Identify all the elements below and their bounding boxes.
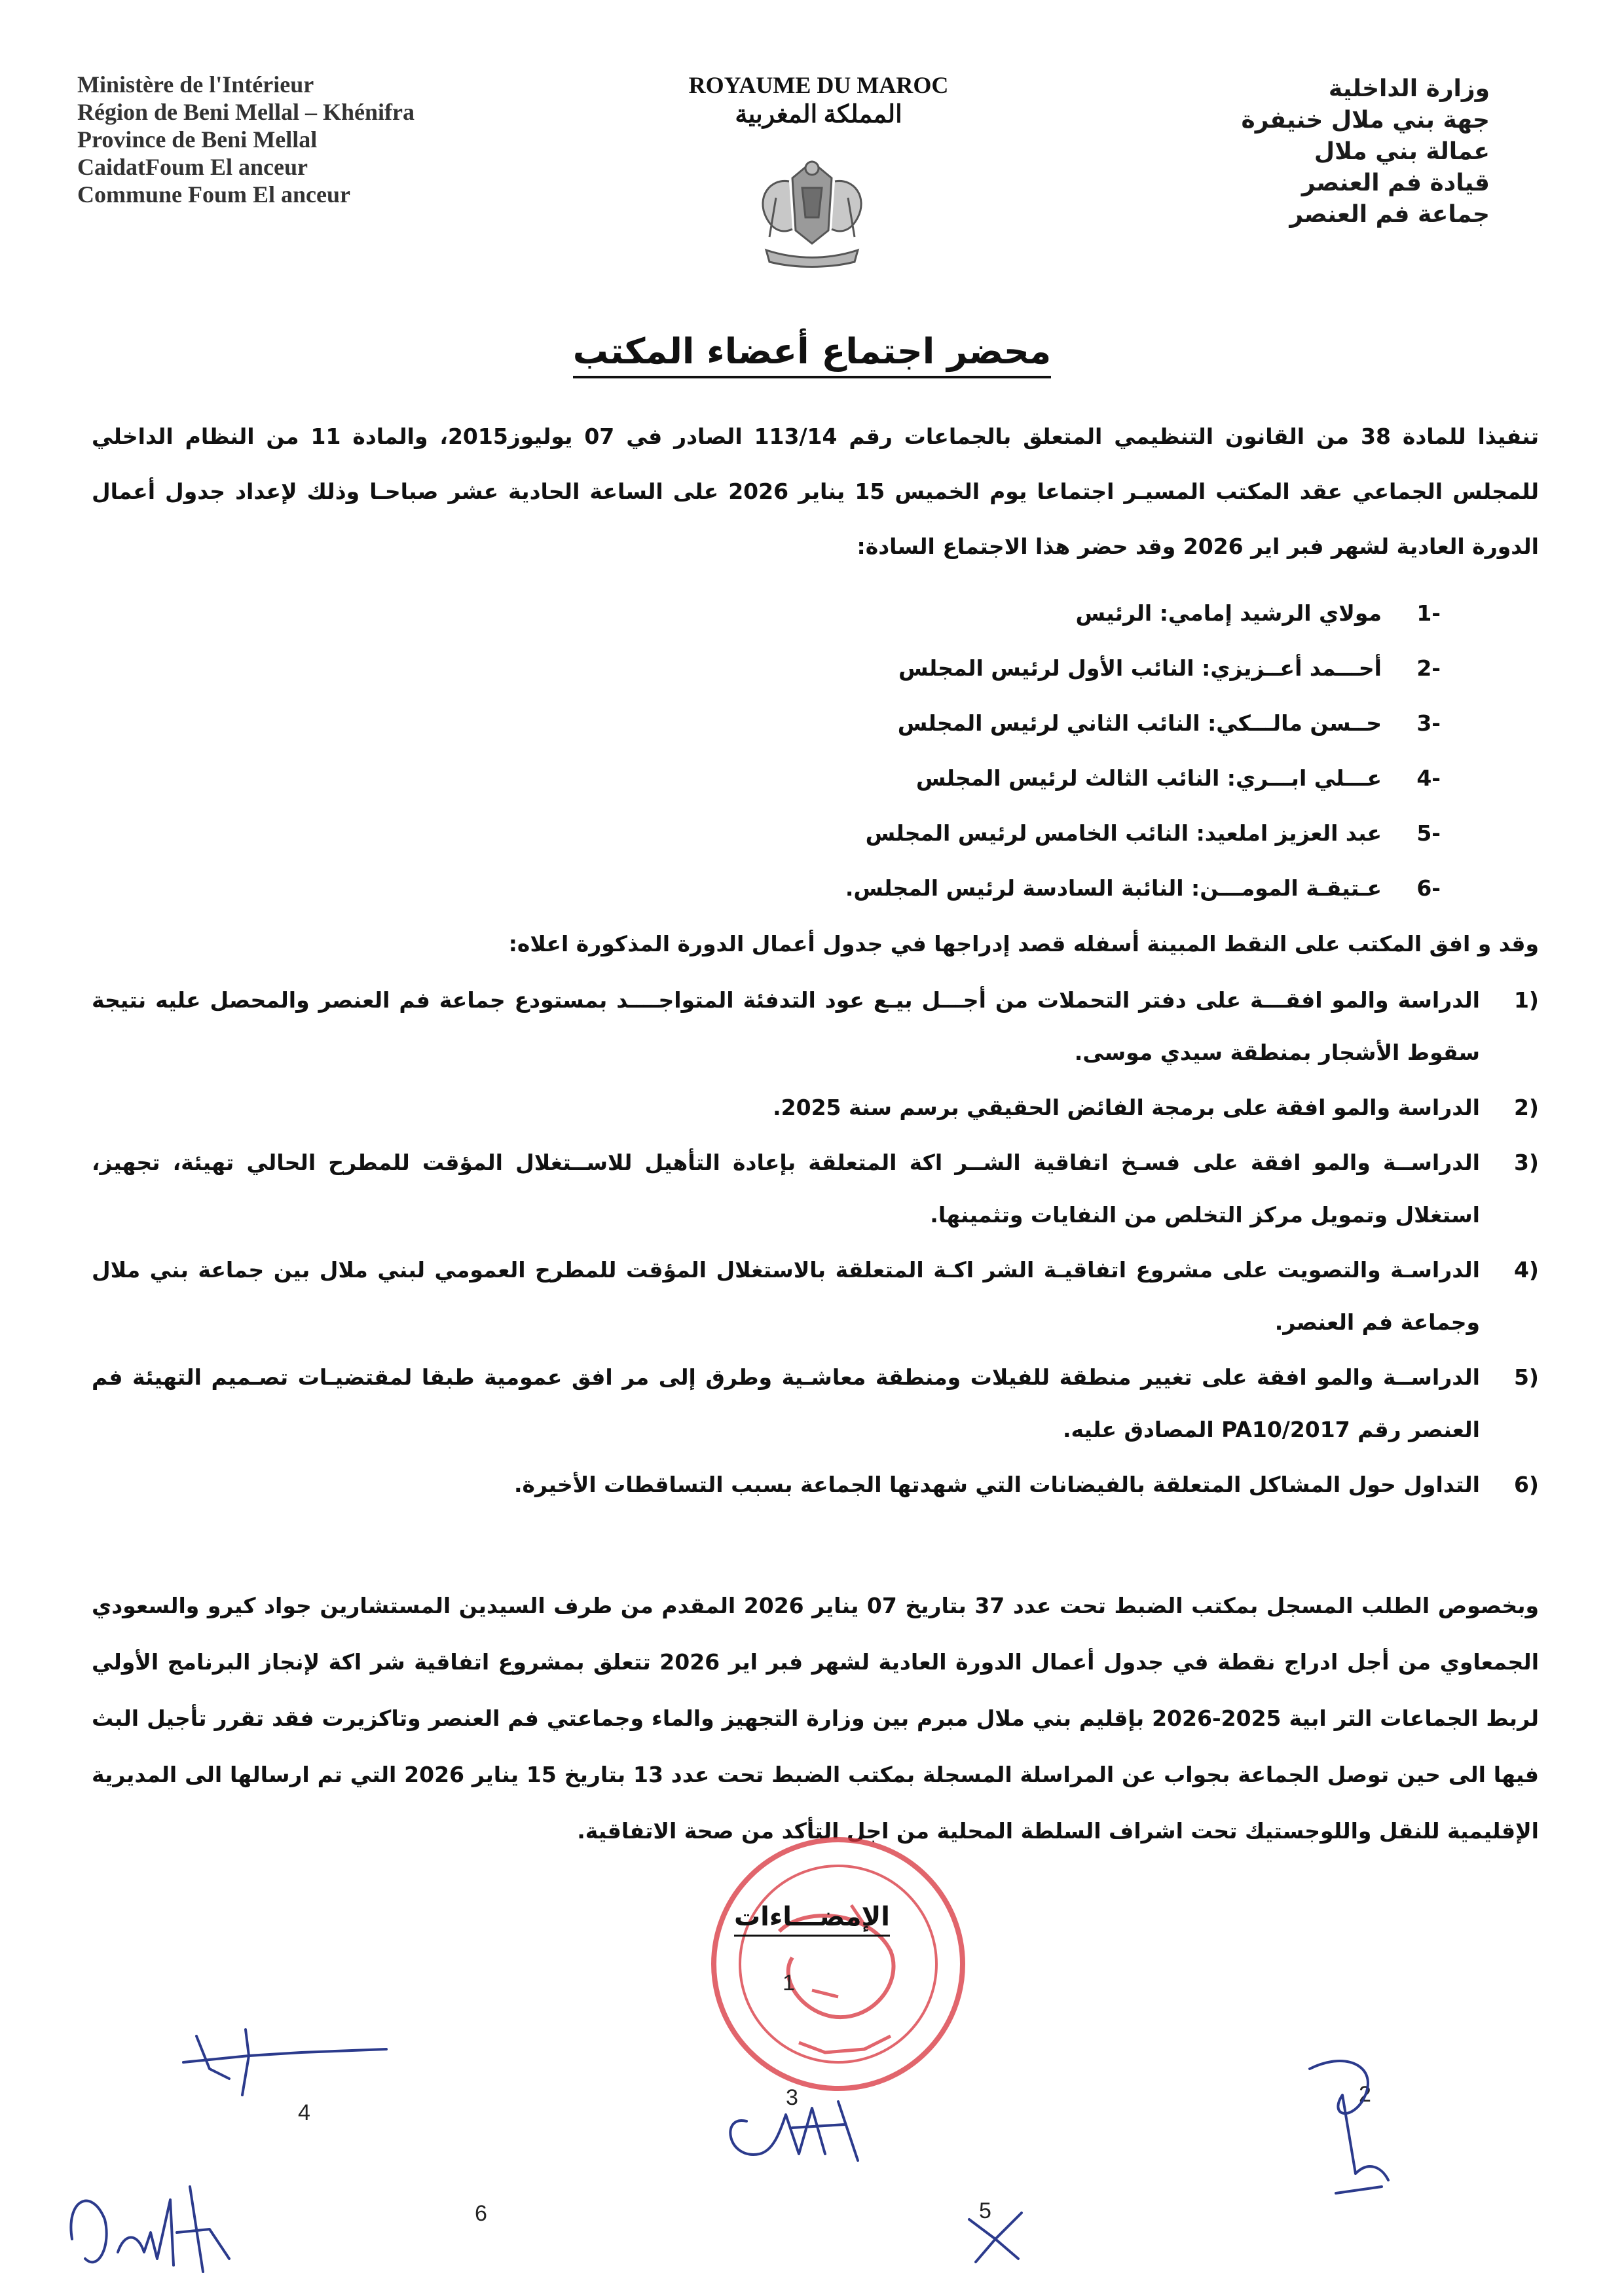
header-commune-ar: جماعة فم العنصر <box>1289 201 1490 228</box>
closing-paragraph: وبخصوص الطلب المسجل بمكتب الضبط تحت عدد 37 بتاريخ 07 يناير 2026 المقدم من طرف السيدين المستشارين جواد كيرو والسعودي الجمعاوي من أجل ادراج نقطة في جدول أعمال الدورة العادية لشهر فبر اير 2026 تتعلق بمشروع اتفاقية شر اكة لإنجاز البرنامج الأولي لربط الجماعات التر ابية 2025-2026 بإقليم بني ملال مبرم بين وزارة التجهيز والماء وجماعتي فم العنصر وتاكزيرت فقد تقرر تأجيل البث فيها الى حين توصل الجماعة بجواب عن المراسلة المسجلة بمكتب الضبط تحت عدد 13 بتاريخ 15 يناير 2026 التي تم ارسالها الى المديرية الإقليمية للنقل واللوجستيك تحت اشراف السلطة المحلية من اجل التأكد من صحة الاتفاقية. <box>92 1593 1540 1844</box>
agenda-point-number: (1 <box>1513 987 1539 1013</box>
agenda-point <box>92 974 1539 1079</box>
header-caidat-ar: قيادة فم العنصر <box>1301 170 1490 196</box>
attendee-item <box>845 696 1441 751</box>
header-left-fr <box>77 71 415 208</box>
signature-6 <box>52 2160 288 2291</box>
attendee-text: عبد العزيز املعيد: النائب الخامس لرئيس المجلس <box>865 820 1382 846</box>
signature-number: 3 <box>786 2085 798 2110</box>
agenda-point-text: التداول حول المشاكل المتعلقة بالفيضانات التي شهدتها الجماعة بسبب التساقطات الأخيرة. <box>513 1472 1480 1497</box>
signature-number: 6 <box>475 2201 487 2226</box>
header-commune-fr: Commune Foum El anceur <box>77 181 350 208</box>
signature-number: 5 <box>979 2198 991 2223</box>
agenda-point-text: الدراسة والمو افقـــة على دفتر التحملات من أجـــل بيـع عود التدفئة المتواجــــد بمستودع جماعة فم العنصر والمحصل عليه نتيجة سقوط الأشجار بمنطقة سيدي موسى. <box>92 987 1480 1065</box>
attendee-item <box>845 751 1441 806</box>
signature-number: 1 <box>783 1971 795 1995</box>
header-ministry-ar: وزارة الداخلية <box>1328 75 1490 102</box>
header-center <box>661 71 976 130</box>
intro-paragraph: تنفيذا للمادة 38 من القانون التنظيمي المتعلق بالجماعات رقم 113/14 الصادر في 07 يوليوز2015، والمادة 11 من النظام الداخلي للمجلس الجماعي عقد المكتب المسيـر اجتماعا يوم الخميس 15 يناير 2026 على الساعة الحادية عشر صباحـا وذلك لإعداد جدول أعمال الدورة العادية لشهر فبر اير 2026 وقد حضر هذا الاجتماع السادة: <box>92 424 1540 559</box>
agenda-point-number: (2 <box>1513 1095 1539 1120</box>
attendee-item <box>845 861 1441 916</box>
agenda-point-number: (3 <box>1513 1150 1539 1175</box>
header-caidat-fr: CaidatFoum El anceur <box>77 154 308 180</box>
header-province-fr: Province de Beni Mellal <box>77 126 318 153</box>
header-ministry-fr: Ministère de l'Intérieur <box>77 71 314 98</box>
agenda-point-text: الدراسـة والتصويت على مشروع اتفاقيـة الشر اكـة المتعلقة بالاستغلال المؤقت للمطرح العمومي لبني ملال بين جماعة بني ملال وجماعة فم العنصر. <box>92 1257 1480 1335</box>
signature-4 <box>170 2016 445 2102</box>
attendee-text: حــسن مالـــكي: النائب الثاني لرئيس المجلس <box>897 710 1382 736</box>
agenda-point-number: (4 <box>1513 1257 1539 1283</box>
attendee-text: مولاي الرشيد إمامي: الرئيس <box>1075 600 1382 626</box>
document-title-text: محضر اجتماع أعضاء المكتب <box>573 331 1051 378</box>
signature-number: 2 <box>1359 2082 1371 2107</box>
attendee-number: -1 <box>1416 600 1441 626</box>
signatures-title-text: الإمضـــاءات <box>734 1902 890 1937</box>
agenda-point <box>92 1244 1539 1349</box>
signature-number: 4 <box>298 2100 310 2125</box>
official-stamp <box>701 1827 976 2102</box>
header-prefecture-ar: عمالة بني ملال <box>1314 138 1490 165</box>
attendee-item <box>845 806 1441 861</box>
attendee-text: أحـــمد أعــزيزي: النائب الأول لرئيس المجلس <box>898 655 1382 681</box>
signature-3 <box>701 2062 897 2180</box>
attendee-text: عـــلي ابـــري: النائب الثالث لرئيس المجلس <box>915 765 1382 791</box>
attendee-item <box>845 641 1441 696</box>
agenda-point <box>92 1459 1539 1511</box>
agenda-point <box>92 1082 1539 1134</box>
agreed-statement: وقد و افق المكتب على النقط المبينة أسفله قصد إدراجها في جدول أعمال الدورة المذكورة اعلاه: <box>508 931 1539 957</box>
agenda-point <box>92 1351 1539 1456</box>
attendee-number: -2 <box>1416 655 1441 681</box>
agenda-point-text: الدراســة والمو افقة على فسـخ اتفاقية الشــر اكة المتعلقة بإعادة التأهيل للاســتغلال المؤقت للمطرح الحالي تهيئة، تجهيز، استغلال وتمويل مركز التخلص من النفايات وتثمينها. <box>92 1150 1480 1228</box>
header-region-ar: جهة بني ملال خنيفرة <box>1241 107 1490 134</box>
agenda-point <box>92 1137 1539 1241</box>
header-right-ar <box>1241 73 1490 230</box>
attendee-number: -4 <box>1416 765 1441 791</box>
agenda-point-text: الدراسة والمو افقة على برمجة الفائض الحقيقي برسم سنة 2025. <box>773 1095 1480 1120</box>
attendee-item <box>845 586 1441 641</box>
attendee-number: -3 <box>1416 710 1441 736</box>
attendees-list <box>845 586 1441 916</box>
document-title <box>0 331 1624 372</box>
header-region-fr: Région de Beni Mellal – Khénifra <box>77 99 415 125</box>
kingdom-ar: المملكة المغربية <box>735 101 902 128</box>
agenda-point-number: (6 <box>1513 1472 1539 1497</box>
attendee-text: عـتيقـة المومـــن: النائبة السادسة لرئيس المجلس. <box>845 875 1382 901</box>
signature-2 <box>1283 2043 1414 2213</box>
agenda-point-text: الدراســة والمو افقة على تغيير منطقة للفيلات ومنطقة معاشـية وطرق إلى مر افق عمومية طبقا لمقتضيـات تصـميم التهيئة فم العنصر رقم PA10/2017 المصادق عليه. <box>92 1364 1480 1442</box>
agenda-points <box>92 974 1539 1514</box>
signature-5 <box>956 2200 1035 2272</box>
coat-of-arms-emblem <box>730 152 894 270</box>
attendee-number: -5 <box>1416 820 1441 846</box>
kingdom-fr: ROYAUME DU MAROC <box>688 72 949 98</box>
agenda-point-number: (5 <box>1513 1364 1539 1390</box>
attendee-number: -6 <box>1416 875 1441 901</box>
signatures-title <box>0 1902 1624 1932</box>
